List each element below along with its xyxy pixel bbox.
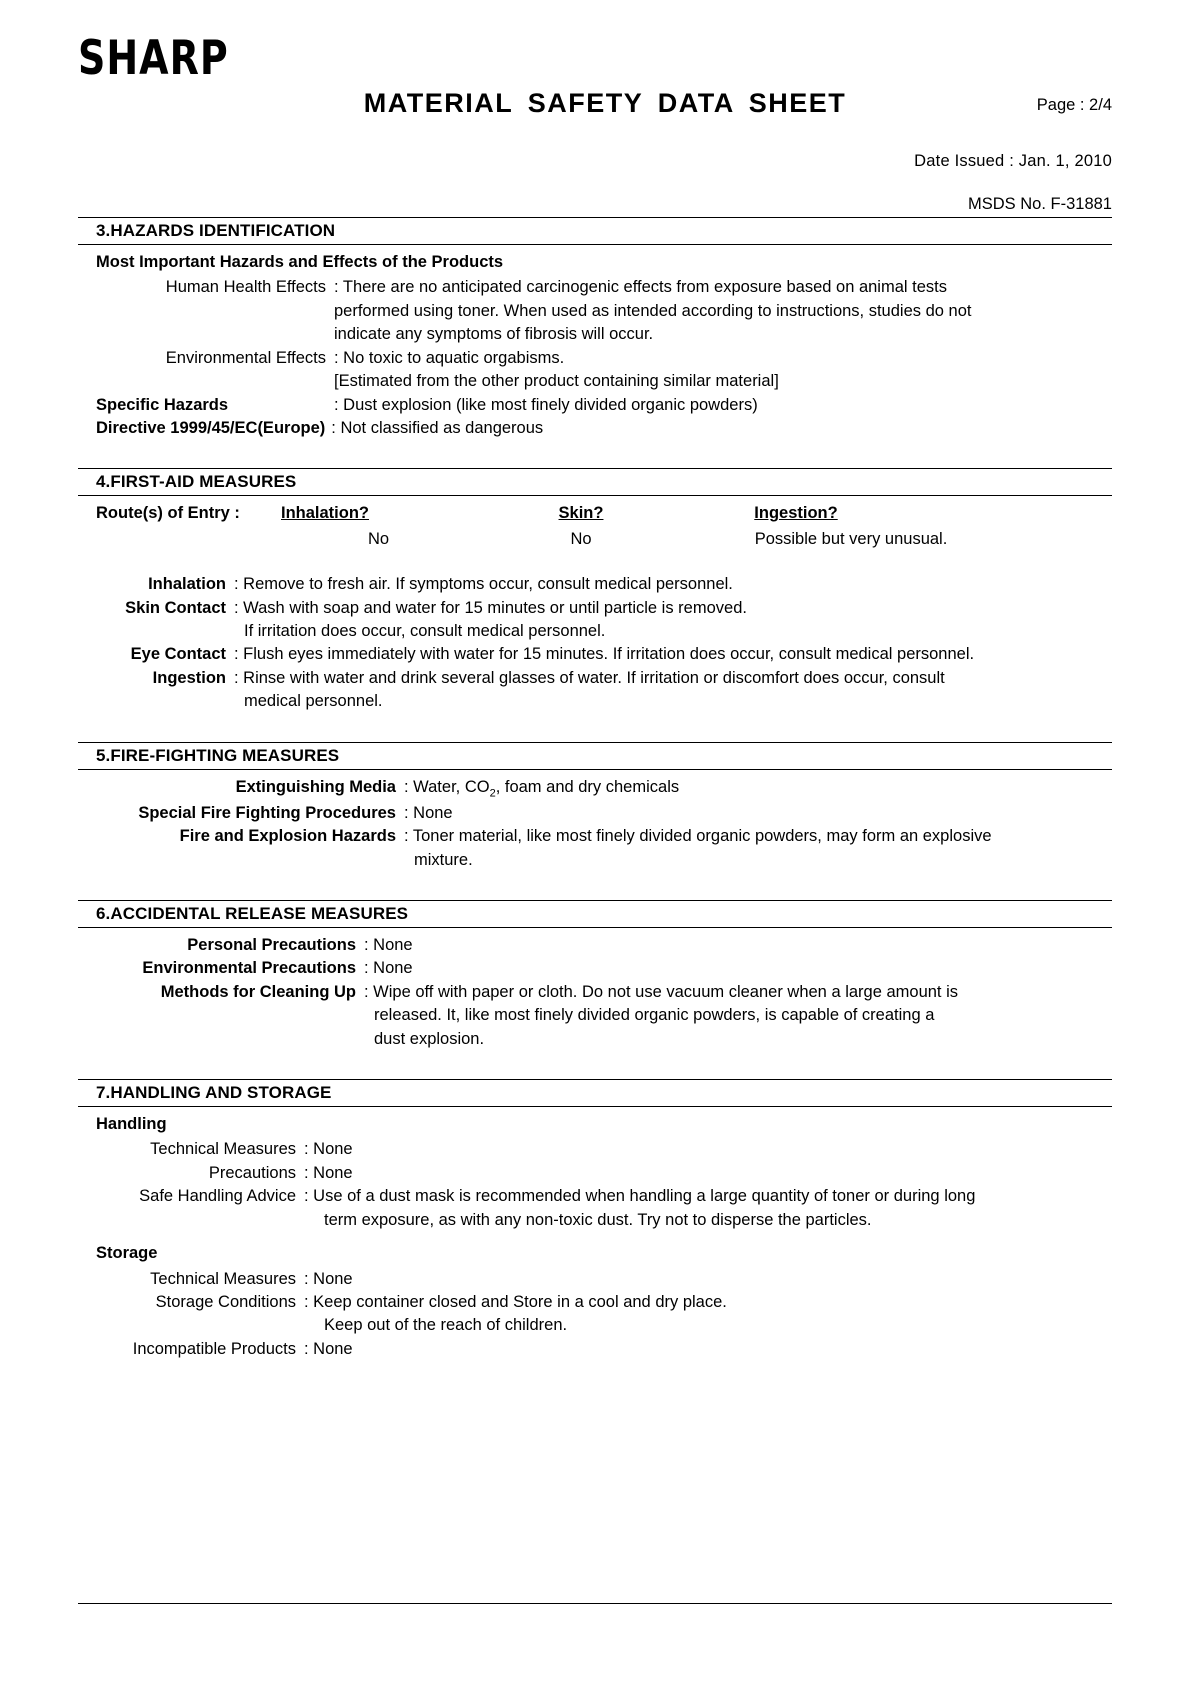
handling-precautions-value: : None [304,1163,353,1182]
directive-value: : Not classified as dangerous [331,418,544,437]
directive-label: Directive 1999/45/EC(Europe) [96,418,326,437]
page-number: Page : 2/4 [1036,96,1112,114]
sharp-logo: SHARP [78,30,229,86]
firstaid-value-eye-contact: : Flush eyes immediately with water for 15 minutes. If irritation does occur, consult medical personnel. [234,645,975,664]
divider-bottom [78,1603,1112,1604]
safe-handling-advice-cont: term exposure, as with any non-toxic dust. Try not to disperse the particles. [324,1210,872,1229]
section-heading-handling: 7.HANDLING AND STORAGE [96,1083,332,1103]
routes-column-skin: Skin? [558,504,604,523]
firstaid-label-eye-contact: Eye Contact [130,645,226,664]
routes-answer-inhalation: No [367,529,390,548]
section-body-firstaid [78,496,1112,719]
human-health-label: Human Health Effects [165,278,326,297]
special-procedures-value: : None [404,803,453,822]
section-heading-hazards: 3.HAZARDS IDENTIFICATION [96,221,336,240]
extinguishing-media-post: , foam and dry chemicals [495,777,680,796]
routes-column-ingestion: Ingestion? [754,504,838,523]
storage-technical-measures-label: Technical Measures [150,1269,296,1288]
section-heading-firstaid: 4.FIRST-AID MEASURES [96,472,297,492]
environmental-effects-cont: [Estimated from the other product containing similar material] [334,372,779,391]
firstaid-cont-ingestion: medical personnel. [244,692,383,711]
safe-handling-advice-value: : Use of a dust mask is recommended when handling a large quantity of toner or during long [304,1187,976,1206]
environmental-effects-value: : No toxic to aquatic orgabisms. [334,348,565,367]
fire-explosion-hazards-cont: mixture. [414,850,473,869]
firstaid-cont-skin-contact: If irritation does occur, consult medical personnel. [244,622,606,641]
storage-conditions-label: Storage Conditions [155,1292,296,1311]
incompatible-products-label: Incompatible Products [132,1339,296,1358]
firstaid-label-inhalation: Inhalation [148,575,226,594]
section-body-fire [78,770,1112,878]
extinguishing-media-subscript: 2 [489,787,496,800]
routes-of-entry-header [78,502,1112,525]
handling-technical-measures-value: : None [304,1140,353,1159]
incompatible-products-value: : None [304,1339,353,1358]
fire-explosion-hazards-value: : Toner material, like most finely divided organic powders, may form an explosive [404,827,992,846]
firstaid-label-ingestion: Ingestion [152,668,226,687]
extinguishing-media-label: Extinguishing Media [235,777,396,796]
extinguishing-media-pre: : Water, CO [404,777,490,796]
fire-explosion-hazards-label: Fire and Explosion Hazards [179,827,396,846]
cleaning-methods-label: Methods for Cleaning Up [160,982,356,1001]
safe-handling-advice-label: Safe Handling Advice [139,1187,296,1206]
personal-precautions-value: : None [364,935,413,954]
firstaid-value-skin-contact: : Wash with soap and water for 15 minutes or until particle is removed. [234,598,747,617]
section-heading-fire: 5.FIRE-FIGHTING MEASURES [96,745,340,765]
hazards-subheading: Most Important Hazards and Effects of the Products [96,253,504,271]
msds-number: MSDS No. F-31881 [968,195,1112,213]
handling-subheading: Handling [96,1115,167,1134]
date-issued: Date Issued : Jan. 1, 2010 [914,152,1112,170]
special-procedures-label: Special Fire Fighting Procedures [138,803,396,822]
firstaid-label-skin-contact: Skin Contact [125,598,226,617]
storage-subheading: Storage [96,1244,158,1263]
environmental-effects-label: Environmental Effects [165,348,326,367]
routes-column-inhalation: Inhalation? [281,504,369,523]
routes-answer-ingestion: Possible but very unusual. [754,529,948,548]
section-heading-release: 6.ACCIDENTAL RELEASE MEASURES [96,903,409,923]
section-body-handling [78,1107,1112,1367]
routes-of-entry-answers [78,528,1112,551]
page-title: MATERIAL SAFETY DATA SHEET [363,88,847,118]
cleaning-methods-cont2: dust explosion. [374,1029,485,1048]
handling-precautions-label: Precautions [208,1163,296,1182]
environmental-precautions-label: Environmental Precautions [142,959,356,978]
personal-precautions-label: Personal Precautions [187,935,356,954]
specific-hazards-value: : Dust explosion (like most finely divided organic powders) [334,395,758,414]
cleaning-methods-value: : Wipe off with paper or cloth. Do not use vacuum cleaner when a large amount is [364,982,959,1001]
cleaning-methods-cont1: released. It, like most finely divided organic powders, is capable of creating a [374,1006,935,1025]
section-body-hazards [78,245,1112,446]
title-row [78,88,1112,136]
routes-of-entry-label: Route(s) of Entry : [96,504,240,523]
firstaid-value-inhalation: : Remove to fresh air. If symptoms occur, consult medical personnel. [234,575,733,594]
section-body-release [78,928,1112,1057]
specific-hazards-label: Specific Hazards [96,395,229,414]
environmental-precautions-value: : None [364,959,413,978]
storage-conditions-cont: Keep out of the reach of children. [324,1316,568,1335]
storage-conditions-value: : Keep container closed and Store in a cool and dry place. [304,1292,727,1311]
human-health-cont2: indicate any symptoms of fibrosis will occur. [334,325,654,344]
human-health-cont1: performed using toner. When used as intended according to instructions, studies do not [334,301,972,320]
extinguishing-media-value [404,776,1104,802]
storage-technical-measures-value: : None [304,1269,353,1288]
human-health-value: : There are no anticipated carcinogenic effects from exposure based on animal tests [334,278,947,297]
handling-technical-measures-label: Technical Measures [150,1140,296,1159]
routes-answer-skin: No [570,529,592,548]
firstaid-value-ingestion: : Rinse with water and drink several glasses of water. If irritation or discomfort does occur, consult [234,668,945,687]
